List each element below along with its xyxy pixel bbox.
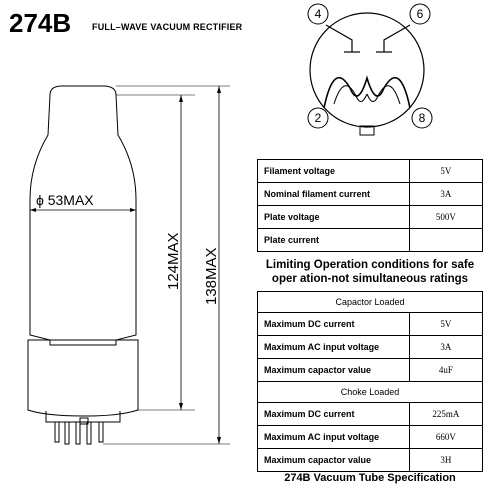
pin-2-label: 2 bbox=[314, 111, 322, 125]
table-row bbox=[258, 426, 483, 449]
spec-label: Maximum capactor value bbox=[258, 449, 410, 472]
tube-type-subtitle: FULL–WAVE VACUUM RECTIFIER bbox=[92, 22, 243, 32]
tube-base bbox=[28, 340, 138, 416]
table-section-row bbox=[258, 382, 483, 403]
pin-8-label: 8 bbox=[418, 111, 426, 125]
pin-4-label: 4 bbox=[314, 7, 322, 21]
pin-6-label: 6 bbox=[416, 7, 424, 21]
table-row bbox=[258, 403, 483, 426]
spec-value: 660V bbox=[409, 426, 482, 449]
spec-label: Plate current bbox=[258, 229, 410, 252]
spec-label: Nominal filament current bbox=[258, 183, 410, 206]
note-line-2: oper ation-not simultaneous ratings bbox=[271, 273, 469, 285]
table-row bbox=[258, 229, 483, 252]
spec-label: Maximum DC current bbox=[258, 313, 410, 336]
spec-value: 225mA bbox=[409, 403, 482, 426]
spec-value bbox=[409, 229, 482, 252]
spec-label: Plate voltage bbox=[258, 206, 410, 229]
table-row bbox=[258, 449, 483, 472]
spec-caption: 274B Vacuum Tube Specification bbox=[284, 472, 456, 484]
spec-label: Maximum AC input voltage bbox=[258, 426, 410, 449]
table-row bbox=[258, 359, 483, 382]
choke-loaded-header: Choke Loaded bbox=[258, 382, 483, 403]
spec-label: Maximum AC input voltage bbox=[258, 336, 410, 359]
spec-value: 4uF bbox=[409, 359, 482, 382]
spec-value: 5V bbox=[409, 313, 482, 336]
limiting-ratings-table bbox=[257, 291, 483, 472]
table-row bbox=[258, 160, 483, 183]
table-section-row bbox=[258, 292, 483, 313]
spec-value: 3H bbox=[409, 449, 482, 472]
spec-value: 5V bbox=[409, 160, 482, 183]
spec-value: 3A bbox=[409, 183, 482, 206]
filament-spec-table bbox=[257, 159, 483, 252]
table-row bbox=[258, 313, 483, 336]
spec-label: Maximum capactor value bbox=[258, 359, 410, 382]
spec-label: Maximum DC current bbox=[258, 403, 410, 426]
model-title: 274B bbox=[9, 8, 72, 38]
height-label-124: 124MAX bbox=[165, 232, 182, 290]
table-row bbox=[258, 183, 483, 206]
limiting-conditions-note bbox=[257, 258, 483, 286]
pinout-schematic bbox=[308, 4, 432, 135]
spec-value: 3A bbox=[409, 336, 482, 359]
capacitor-loaded-header: Capactor Loaded bbox=[258, 292, 483, 313]
spec-label: Filament voltage bbox=[258, 160, 410, 183]
table-row bbox=[258, 336, 483, 359]
note-line-1: Limiting Operation conditions for safe bbox=[265, 259, 475, 271]
diameter-label: ϕ 53MAX bbox=[36, 192, 94, 208]
tube-envelope bbox=[30, 86, 136, 345]
table-row bbox=[258, 206, 483, 229]
spec-value: 500V bbox=[409, 206, 482, 229]
height-label-138: 138MAX bbox=[203, 247, 220, 305]
